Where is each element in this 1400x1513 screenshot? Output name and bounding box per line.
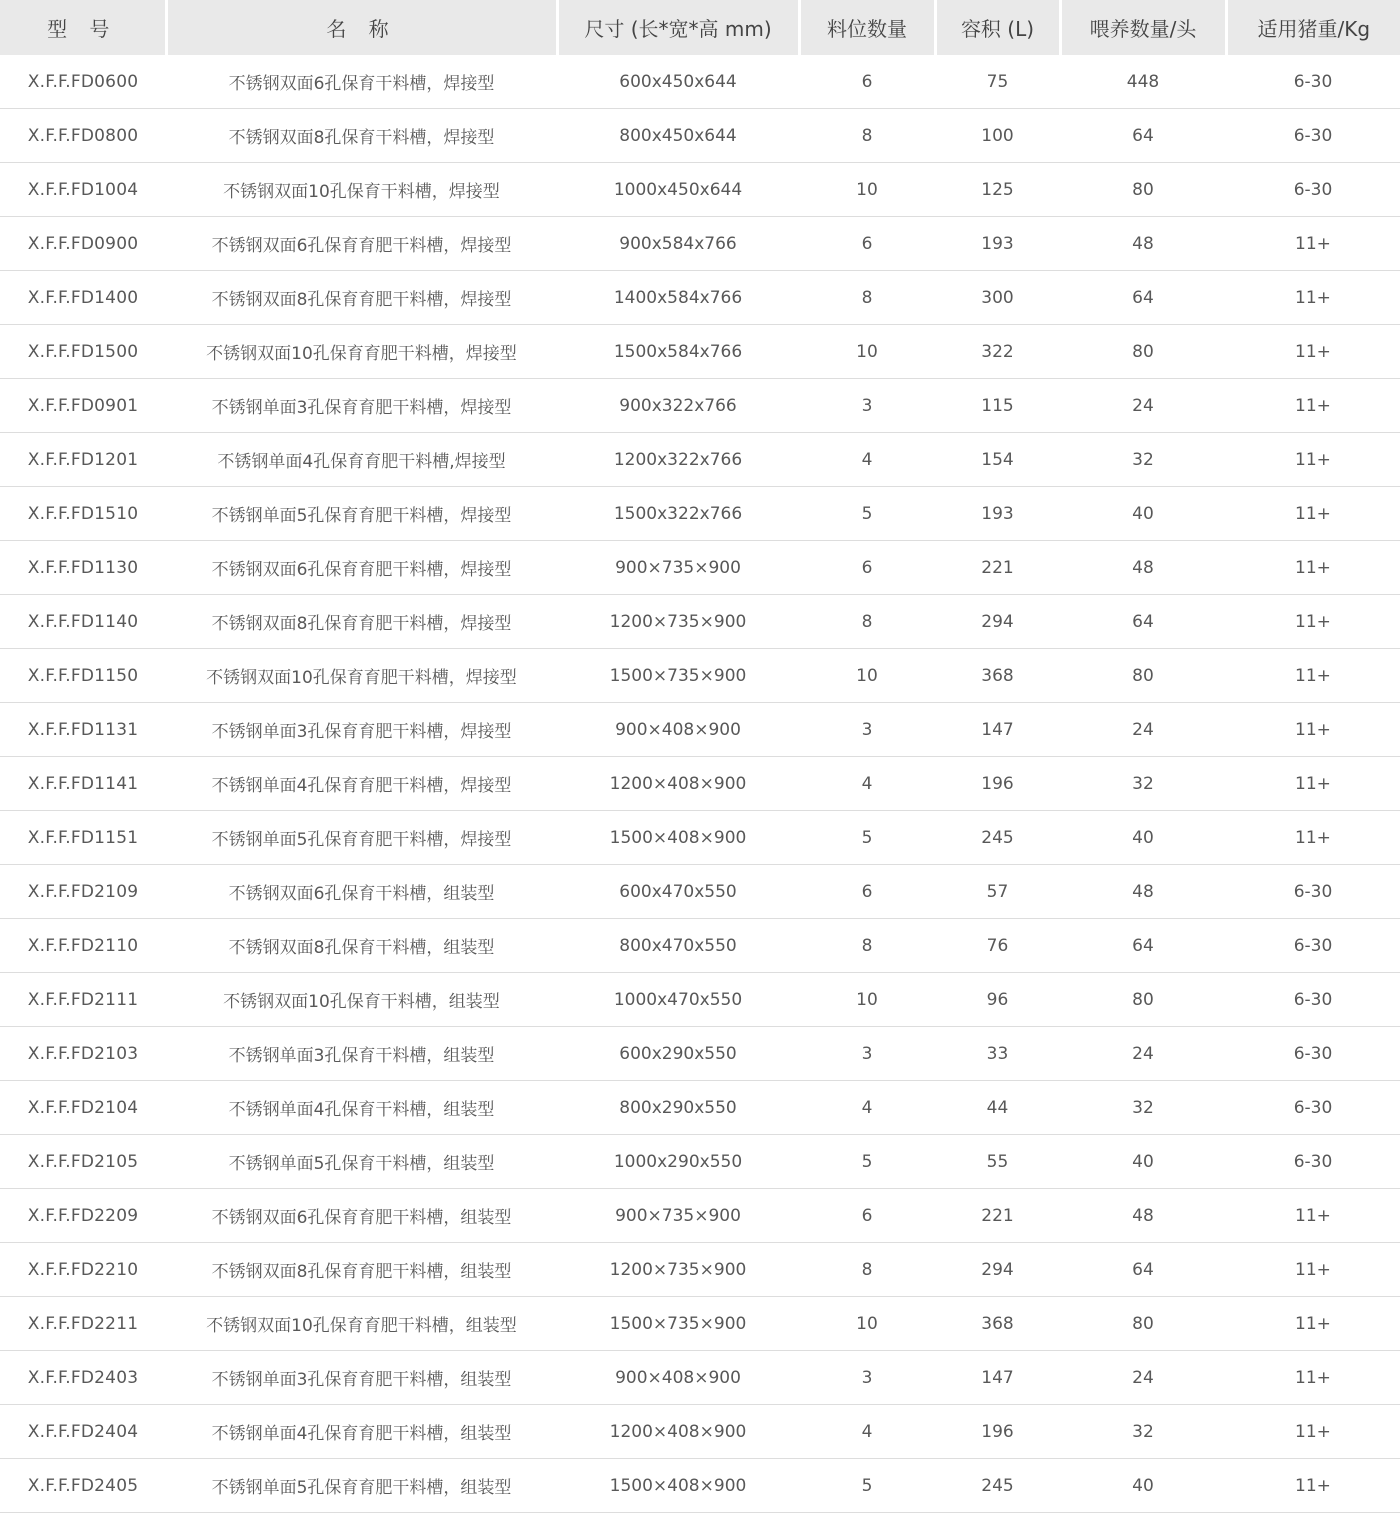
cell-feeder-spaces: 5 xyxy=(799,1135,935,1189)
cell-name: 不锈钢双面10孔保育干料槽，焊接型 xyxy=(166,163,557,217)
table-row xyxy=(0,973,1400,1027)
table-row xyxy=(0,1081,1400,1135)
cell-dimensions: 600x470x550 xyxy=(557,865,799,919)
table-row xyxy=(0,433,1400,487)
cell-pig-weight: 11+ xyxy=(1226,757,1400,811)
cell-model: X.F.F.FD2110 xyxy=(0,919,166,973)
cell-dimensions: 1200×735×900 xyxy=(557,1243,799,1297)
table-row xyxy=(0,811,1400,865)
cell-pig-weight: 11+ xyxy=(1226,811,1400,865)
cell-volume: 147 xyxy=(935,703,1060,757)
cell-dimensions: 900×735×900 xyxy=(557,1189,799,1243)
cell-volume: 57 xyxy=(935,865,1060,919)
cell-dimensions: 900×735×900 xyxy=(557,541,799,595)
cell-volume: 196 xyxy=(935,757,1060,811)
cell-model: X.F.F.FD2403 xyxy=(0,1351,166,1405)
cell-feeder-spaces: 3 xyxy=(799,1027,935,1081)
cell-volume: 33 xyxy=(935,1027,1060,1081)
cell-pig-weight: 11+ xyxy=(1226,1243,1400,1297)
table-row xyxy=(0,1405,1400,1459)
table-row xyxy=(0,217,1400,271)
header-pig-weight: 适用猪重/Kg xyxy=(1226,0,1400,55)
cell-name: 不锈钢双面6孔保育干料槽，组装型 xyxy=(166,865,557,919)
cell-feeding-count: 64 xyxy=(1060,271,1226,325)
cell-dimensions: 800x450x644 xyxy=(557,109,799,163)
cell-name: 不锈钢单面4孔保育育肥干料槽,焊接型 xyxy=(166,433,557,487)
cell-feeder-spaces: 8 xyxy=(799,1243,935,1297)
cell-model: X.F.F.FD2209 xyxy=(0,1189,166,1243)
cell-dimensions: 1500×408×900 xyxy=(557,811,799,865)
cell-model: X.F.F.FD0901 xyxy=(0,379,166,433)
cell-feeding-count: 40 xyxy=(1060,811,1226,865)
cell-feeder-spaces: 6 xyxy=(799,55,935,109)
cell-name: 不锈钢单面5孔保育干料槽，组装型 xyxy=(166,1135,557,1189)
table-row xyxy=(0,163,1400,217)
cell-volume: 75 xyxy=(935,55,1060,109)
cell-model: X.F.F.FD2210 xyxy=(0,1243,166,1297)
cell-dimensions: 900x322x766 xyxy=(557,379,799,433)
cell-feeding-count: 64 xyxy=(1060,1243,1226,1297)
cell-pig-weight: 11+ xyxy=(1226,325,1400,379)
cell-model: X.F.F.FD1201 xyxy=(0,433,166,487)
cell-name: 不锈钢双面8孔保育干料槽，组装型 xyxy=(166,919,557,973)
cell-volume: 147 xyxy=(935,1351,1060,1405)
cell-volume: 44 xyxy=(935,1081,1060,1135)
table-row xyxy=(0,487,1400,541)
table-row xyxy=(0,1027,1400,1081)
cell-feeder-spaces: 5 xyxy=(799,1459,935,1513)
header-name: 名 称 xyxy=(166,0,557,55)
cell-pig-weight: 11+ xyxy=(1226,1351,1400,1405)
cell-name: 不锈钢单面5孔保育育肥干料槽，焊接型 xyxy=(166,811,557,865)
cell-model: X.F.F.FD1150 xyxy=(0,649,166,703)
cell-feeding-count: 40 xyxy=(1060,487,1226,541)
cell-name: 不锈钢单面5孔保育育肥干料槽，焊接型 xyxy=(166,487,557,541)
cell-name: 不锈钢单面3孔保育干料槽，组装型 xyxy=(166,1027,557,1081)
table-row xyxy=(0,271,1400,325)
cell-feeding-count: 32 xyxy=(1060,1081,1226,1135)
table-row xyxy=(0,1297,1400,1351)
cell-dimensions: 1500x322x766 xyxy=(557,487,799,541)
cell-dimensions: 900x584x766 xyxy=(557,217,799,271)
cell-name: 不锈钢双面10孔保育育肥干料槽，焊接型 xyxy=(166,325,557,379)
cell-pig-weight: 11+ xyxy=(1226,541,1400,595)
cell-name: 不锈钢单面5孔保育育肥干料槽，组装型 xyxy=(166,1459,557,1513)
cell-dimensions: 1400x584x766 xyxy=(557,271,799,325)
cell-pig-weight: 11+ xyxy=(1226,217,1400,271)
table-row xyxy=(0,1351,1400,1405)
cell-feeder-spaces: 8 xyxy=(799,919,935,973)
cell-feeding-count: 48 xyxy=(1060,1189,1226,1243)
cell-name: 不锈钢单面3孔保育育肥干料槽，焊接型 xyxy=(166,703,557,757)
cell-model: X.F.F.FD1500 xyxy=(0,325,166,379)
cell-feeding-count: 64 xyxy=(1060,595,1226,649)
cell-pig-weight: 11+ xyxy=(1226,1297,1400,1351)
cell-name: 不锈钢双面6孔保育干料槽，焊接型 xyxy=(166,55,557,109)
cell-feeding-count: 64 xyxy=(1060,919,1226,973)
cell-volume: 115 xyxy=(935,379,1060,433)
cell-model: X.F.F.FD2111 xyxy=(0,973,166,1027)
cell-dimensions: 1200×735×900 xyxy=(557,595,799,649)
cell-feeding-count: 24 xyxy=(1060,1351,1226,1405)
cell-model: X.F.F.FD2103 xyxy=(0,1027,166,1081)
cell-feeder-spaces: 8 xyxy=(799,109,935,163)
cell-name: 不锈钢双面10孔保育育肥干料槽，焊接型 xyxy=(166,649,557,703)
table-row xyxy=(0,1459,1400,1513)
cell-name: 不锈钢双面8孔保育育肥干料槽，组装型 xyxy=(166,1243,557,1297)
header-feeder-spaces: 料位数量 xyxy=(799,0,935,55)
header-dimensions: 尺寸 (长*宽*高 mm) xyxy=(557,0,799,55)
cell-name: 不锈钢单面4孔保育干料槽，组装型 xyxy=(166,1081,557,1135)
table-row xyxy=(0,703,1400,757)
cell-volume: 221 xyxy=(935,1189,1060,1243)
cell-feeding-count: 48 xyxy=(1060,541,1226,595)
cell-volume: 96 xyxy=(935,973,1060,1027)
table-row xyxy=(0,757,1400,811)
cell-feeder-spaces: 6 xyxy=(799,1189,935,1243)
cell-feeder-spaces: 10 xyxy=(799,973,935,1027)
cell-model: X.F.F.FD1400 xyxy=(0,271,166,325)
cell-feeding-count: 32 xyxy=(1060,757,1226,811)
cell-dimensions: 1000x290x550 xyxy=(557,1135,799,1189)
cell-dimensions: 1200x322x766 xyxy=(557,433,799,487)
cell-feeding-count: 80 xyxy=(1060,163,1226,217)
cell-feeder-spaces: 6 xyxy=(799,217,935,271)
cell-feeding-count: 48 xyxy=(1060,217,1226,271)
cell-feeding-count: 32 xyxy=(1060,433,1226,487)
cell-name: 不锈钢双面6孔保育育肥干料槽，焊接型 xyxy=(166,541,557,595)
cell-feeder-spaces: 5 xyxy=(799,811,935,865)
cell-model: X.F.F.FD1004 xyxy=(0,163,166,217)
cell-name: 不锈钢单面3孔保育育肥干料槽，焊接型 xyxy=(166,379,557,433)
cell-volume: 368 xyxy=(935,649,1060,703)
cell-pig-weight: 6-30 xyxy=(1226,919,1400,973)
table-row xyxy=(0,1189,1400,1243)
cell-feeder-spaces: 3 xyxy=(799,1351,935,1405)
cell-feeding-count: 40 xyxy=(1060,1459,1226,1513)
cell-dimensions: 900×408×900 xyxy=(557,703,799,757)
cell-feeder-spaces: 10 xyxy=(799,325,935,379)
cell-feeder-spaces: 10 xyxy=(799,649,935,703)
cell-pig-weight: 6-30 xyxy=(1226,1081,1400,1135)
cell-feeder-spaces: 4 xyxy=(799,1405,935,1459)
cell-name: 不锈钢双面6孔保育育肥干料槽，组装型 xyxy=(166,1189,557,1243)
cell-pig-weight: 11+ xyxy=(1226,379,1400,433)
cell-feeding-count: 24 xyxy=(1060,703,1226,757)
cell-name: 不锈钢双面10孔保育育肥干料槽，组装型 xyxy=(166,1297,557,1351)
cell-volume: 125 xyxy=(935,163,1060,217)
cell-model: X.F.F.FD1510 xyxy=(0,487,166,541)
cell-name: 不锈钢单面4孔保育育肥干料槽，焊接型 xyxy=(166,757,557,811)
table-row xyxy=(0,379,1400,433)
table-row xyxy=(0,865,1400,919)
cell-volume: 55 xyxy=(935,1135,1060,1189)
cell-dimensions: 1500×735×900 xyxy=(557,649,799,703)
cell-model: X.F.F.FD0600 xyxy=(0,55,166,109)
cell-model: X.F.F.FD2404 xyxy=(0,1405,166,1459)
cell-volume: 245 xyxy=(935,1459,1060,1513)
cell-feeding-count: 80 xyxy=(1060,1297,1226,1351)
cell-feeding-count: 32 xyxy=(1060,1405,1226,1459)
cell-feeding-count: 448 xyxy=(1060,55,1226,109)
cell-feeder-spaces: 5 xyxy=(799,487,935,541)
cell-pig-weight: 11+ xyxy=(1226,487,1400,541)
cell-pig-weight: 11+ xyxy=(1226,703,1400,757)
cell-volume: 100 xyxy=(935,109,1060,163)
table-row xyxy=(0,55,1400,109)
cell-pig-weight: 6-30 xyxy=(1226,55,1400,109)
cell-feeding-count: 64 xyxy=(1060,109,1226,163)
cell-name: 不锈钢单面4孔保育育肥干料槽，组装型 xyxy=(166,1405,557,1459)
cell-dimensions: 1500×735×900 xyxy=(557,1297,799,1351)
cell-model: X.F.F.FD1151 xyxy=(0,811,166,865)
cell-pig-weight: 11+ xyxy=(1226,1459,1400,1513)
table-row xyxy=(0,595,1400,649)
cell-pig-weight: 11+ xyxy=(1226,271,1400,325)
cell-name: 不锈钢双面6孔保育育肥干料槽，焊接型 xyxy=(166,217,557,271)
cell-feeding-count: 48 xyxy=(1060,865,1226,919)
cell-dimensions: 1000x470x550 xyxy=(557,973,799,1027)
cell-feeder-spaces: 6 xyxy=(799,865,935,919)
cell-dimensions: 1200×408×900 xyxy=(557,757,799,811)
table-row xyxy=(0,541,1400,595)
cell-volume: 322 xyxy=(935,325,1060,379)
cell-pig-weight: 6-30 xyxy=(1226,1135,1400,1189)
cell-pig-weight: 6-30 xyxy=(1226,1027,1400,1081)
cell-volume: 196 xyxy=(935,1405,1060,1459)
cell-dimensions: 600x450x644 xyxy=(557,55,799,109)
cell-model: X.F.F.FD2105 xyxy=(0,1135,166,1189)
cell-name: 不锈钢双面8孔保育育肥干料槽，焊接型 xyxy=(166,271,557,325)
cell-model: X.F.F.FD1131 xyxy=(0,703,166,757)
cell-pig-weight: 6-30 xyxy=(1226,973,1400,1027)
cell-model: X.F.F.FD2211 xyxy=(0,1297,166,1351)
cell-pig-weight: 11+ xyxy=(1226,433,1400,487)
cell-pig-weight: 6-30 xyxy=(1226,163,1400,217)
cell-volume: 76 xyxy=(935,919,1060,973)
cell-pig-weight: 11+ xyxy=(1226,1405,1400,1459)
cell-feeder-spaces: 8 xyxy=(799,271,935,325)
header-row xyxy=(0,0,1400,55)
cell-dimensions: 900×408×900 xyxy=(557,1351,799,1405)
cell-dimensions: 1500x584x766 xyxy=(557,325,799,379)
cell-volume: 368 xyxy=(935,1297,1060,1351)
cell-model: X.F.F.FD2405 xyxy=(0,1459,166,1513)
cell-model: X.F.F.FD1130 xyxy=(0,541,166,595)
cell-name: 不锈钢双面8孔保育干料槽，焊接型 xyxy=(166,109,557,163)
cell-feeding-count: 80 xyxy=(1060,649,1226,703)
cell-feeding-count: 80 xyxy=(1060,973,1226,1027)
header-feeding-count: 喂养数量/头 xyxy=(1060,0,1226,55)
cell-dimensions: 1500×408×900 xyxy=(557,1459,799,1513)
cell-feeder-spaces: 10 xyxy=(799,1297,935,1351)
cell-feeder-spaces: 3 xyxy=(799,703,935,757)
cell-volume: 294 xyxy=(935,595,1060,649)
cell-model: X.F.F.FD1140 xyxy=(0,595,166,649)
cell-pig-weight: 11+ xyxy=(1226,1189,1400,1243)
table-row xyxy=(0,919,1400,973)
header-model: 型 号 xyxy=(0,0,166,55)
cell-volume: 300 xyxy=(935,271,1060,325)
cell-dimensions: 800x470x550 xyxy=(557,919,799,973)
cell-pig-weight: 6-30 xyxy=(1226,109,1400,163)
header-volume: 容积 (L) xyxy=(935,0,1060,55)
table-row xyxy=(0,1243,1400,1297)
cell-model: X.F.F.FD0900 xyxy=(0,217,166,271)
cell-feeder-spaces: 6 xyxy=(799,541,935,595)
table-row xyxy=(0,1135,1400,1189)
cell-feeder-spaces: 8 xyxy=(799,595,935,649)
cell-dimensions: 600x290x550 xyxy=(557,1027,799,1081)
cell-volume: 221 xyxy=(935,541,1060,595)
cell-model: X.F.F.FD0800 xyxy=(0,109,166,163)
cell-model: X.F.F.FD2109 xyxy=(0,865,166,919)
cell-dimensions: 800x290x550 xyxy=(557,1081,799,1135)
cell-volume: 245 xyxy=(935,811,1060,865)
cell-feeding-count: 80 xyxy=(1060,325,1226,379)
cell-feeding-count: 24 xyxy=(1060,1027,1226,1081)
cell-name: 不锈钢双面10孔保育干料槽，组装型 xyxy=(166,973,557,1027)
cell-dimensions: 1000x450x644 xyxy=(557,163,799,217)
cell-model: X.F.F.FD1141 xyxy=(0,757,166,811)
table-header xyxy=(0,0,1400,55)
cell-feeder-spaces: 10 xyxy=(799,163,935,217)
cell-volume: 294 xyxy=(935,1243,1060,1297)
cell-dimensions: 1200×408×900 xyxy=(557,1405,799,1459)
cell-model: X.F.F.FD2104 xyxy=(0,1081,166,1135)
table-row xyxy=(0,109,1400,163)
cell-feeder-spaces: 3 xyxy=(799,379,935,433)
table-row xyxy=(0,649,1400,703)
table-row xyxy=(0,325,1400,379)
cell-feeding-count: 40 xyxy=(1060,1135,1226,1189)
cell-name: 不锈钢单面3孔保育育肥干料槽，组装型 xyxy=(166,1351,557,1405)
cell-feeder-spaces: 4 xyxy=(799,757,935,811)
cell-pig-weight: 6-30 xyxy=(1226,865,1400,919)
cell-volume: 193 xyxy=(935,217,1060,271)
cell-feeder-spaces: 4 xyxy=(799,433,935,487)
cell-pig-weight: 11+ xyxy=(1226,649,1400,703)
cell-volume: 154 xyxy=(935,433,1060,487)
cell-pig-weight: 11+ xyxy=(1226,595,1400,649)
cell-volume: 193 xyxy=(935,487,1060,541)
table-body xyxy=(0,55,1400,1513)
cell-feeding-count: 24 xyxy=(1060,379,1226,433)
cell-feeder-spaces: 4 xyxy=(799,1081,935,1135)
cell-name: 不锈钢双面8孔保育育肥干料槽，焊接型 xyxy=(166,595,557,649)
